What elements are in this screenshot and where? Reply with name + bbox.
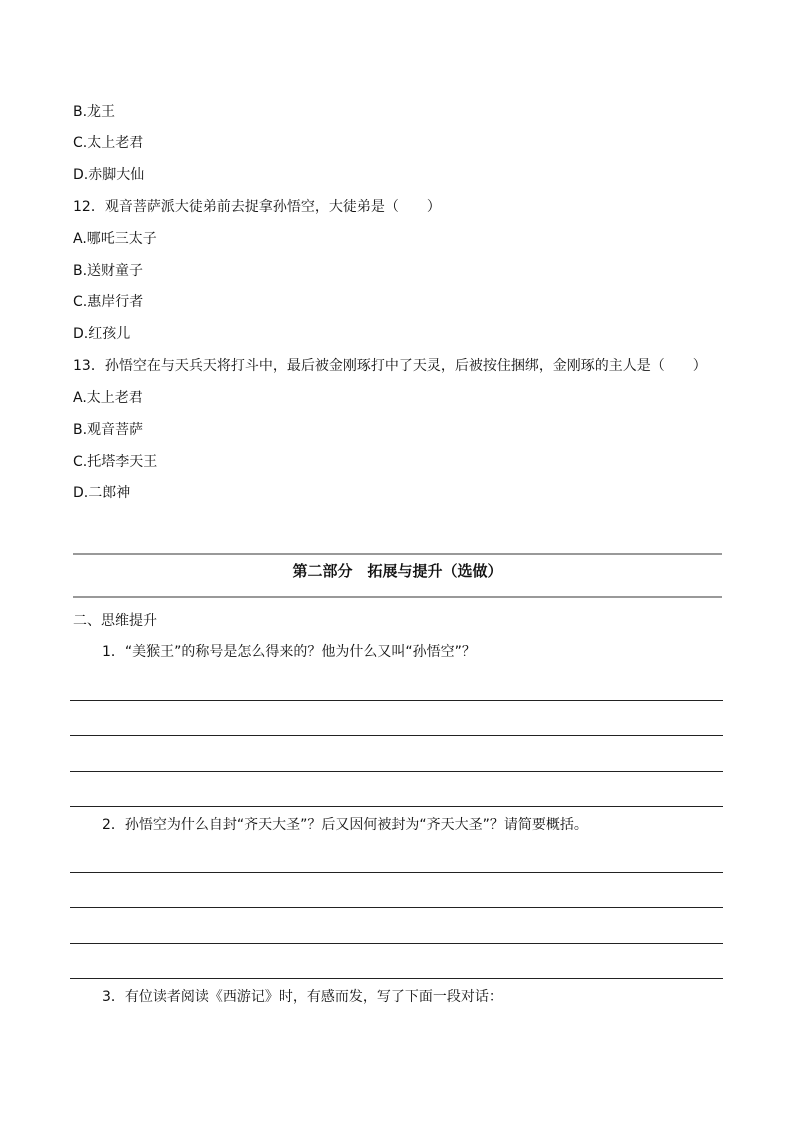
q12-option-c: C.惠岸行者 [73,294,144,310]
answer-line[interactable] [70,771,723,772]
q11-option-d: D.赤脚大仙 [73,167,145,183]
answer-line[interactable] [70,872,723,873]
section-bottom-rule [73,596,722,598]
part2-title: 第二部分 拓展与提升（选做） [292,562,503,580]
answer-line[interactable] [70,700,723,701]
answer-line[interactable] [70,806,723,807]
q11-option-b: B.龙王 [73,104,116,120]
q13-option-b: B.观音菩萨 [73,422,144,438]
section-top-rule [73,553,722,555]
answer-line[interactable] [70,943,723,944]
q13-option-d: D.二郎神 [73,485,131,501]
open-question-3: 3．有位读者阅读《西游记》时，有感而发，写了下面一段对话： [102,989,503,1005]
q12-stem: 12．观音菩萨派大徒弟前去捉拿孙悟空，大徒弟是（ ） [73,199,441,215]
q13-option-c: C.托塔李天王 [73,454,158,470]
q13-stem: 13．孙悟空在与天兵天将打斗中，最后被金刚琢打中了天灵，后被按住捆绑，金刚琢的主人是（ ） [73,358,707,374]
open-question-1: 1．“美猴王”的称号是怎么得来的？他为什么又叫“孙悟空”？ [102,644,476,660]
q12-option-d: D.红孩儿 [73,326,131,342]
answer-line[interactable] [70,907,723,908]
q11-option-c: C.太上老君 [73,135,144,151]
answer-line[interactable] [70,978,723,979]
section-heading: 二、思维提升 [73,613,157,629]
q12-option-a: A.哪吒三太子 [73,231,157,247]
q13-option-a: A.太上老君 [73,390,143,406]
open-question-2: 2．孙悟空为什么自封“齐天大圣”？后又因何被封为“齐天大圣”？请简要概括。 [102,817,588,833]
answer-line[interactable] [70,735,723,736]
q12-option-b: B.送财童子 [73,263,144,279]
